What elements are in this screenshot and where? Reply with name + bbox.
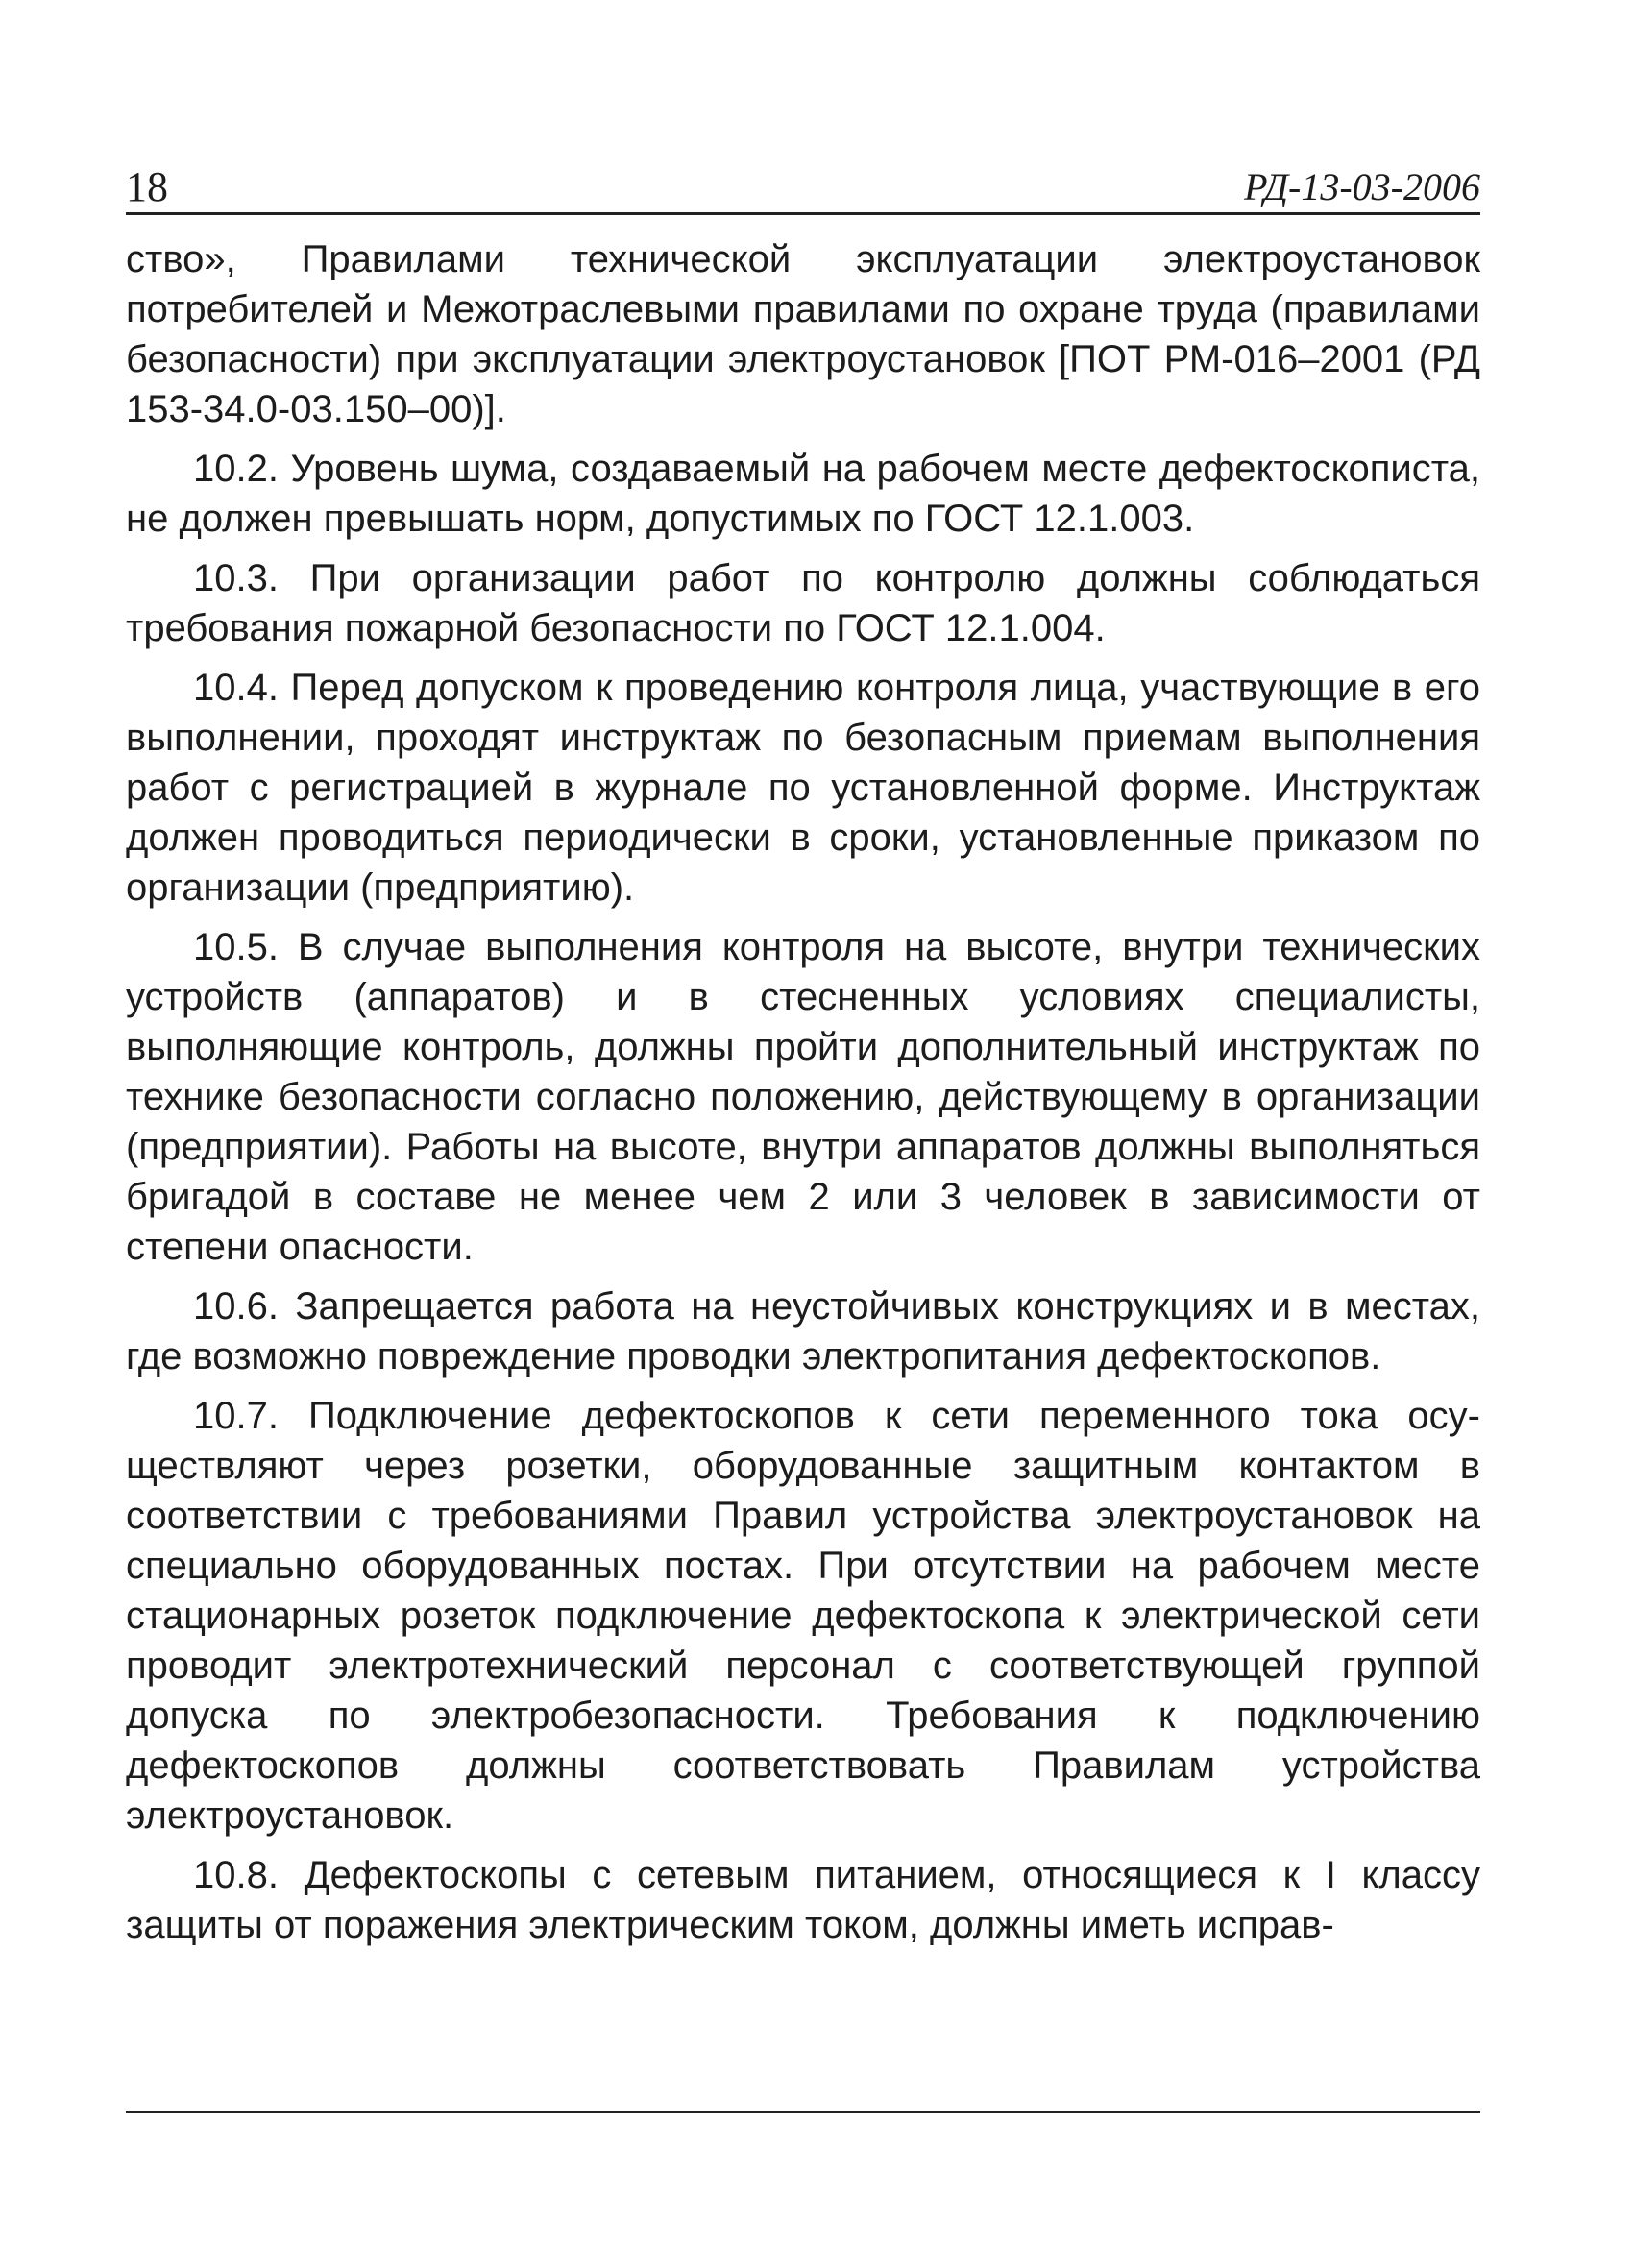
paragraph-10-8: 10.8. Дефектоскопы с сетевым питанием, относящиеся к I классу защиты от поражения электрическим током, должны иметь исправ- [126, 1854, 1480, 1946]
footer-rule [126, 2111, 1480, 2113]
page-number: 18 [126, 163, 168, 210]
paragraph-continuation: ство», Правилами технической эксплуатации электроустановок потребителей и Межотраслевыми правилами по охране труда (правилами безопасности) при эксплуатации электроустановок [ПОТ РМ-016–2001 (РД 153-34.0-03.150–00)]. [126, 238, 1480, 430]
header-rule [126, 212, 1480, 215]
document-code: РД-13-03-2006 [1244, 165, 1480, 208]
paragraph-10-2: 10.2. Уровень шума, создаваемый на рабочем месте дефектоскописта, не должен превышать норм, допустимых по ГОСТ 12.1.003. [126, 448, 1480, 540]
paragraph-10-7: 10.7. Подключение дефектоскопов к сети переменного тока осуществляют через розетки, оборудованные защитным контактом в соответствии с требованиями Правил устройства электроустановок на специально оборудованных постах. При отсутствии на рабочем месте стационарных розеток подключение дефектоскопа к электрической сети проводит электротехнический персонал с соответствующей группой допуска по электробезопасности. Требования к подключению дефектоскопов должны соответствовать Правилам устройства электроустановок. [126, 1395, 1480, 1837]
paragraph-10-5: 10.5. В случае выполнения контроля на высоте, внутри технических устройств (аппаратов) и в стесненных условиях специалисты, выполняющие контроль, должны пройти дополнительный инструктаж по технике безопасности согласно положению, действующему в организации (предприятии). Работы на высоте, внутри аппаратов должны выполняться бригадой в составе не менее чем 2 или 3 человек в зависимости от степени опасности. [126, 926, 1480, 1268]
paragraph-10-3: 10.3. При организации работ по контролю должны соблюдаться требования пожарной безопасности по ГОСТ 12.1.004. [126, 557, 1480, 649]
body-text [126, 234, 1480, 1960]
paragraph-10-4: 10.4. Перед допуском к проведению контроля лица, участвующие в его выполнении, проходят инструктаж по безопасным приемам выполнения работ с регистрацией в журнале по установленной форме. Инструктаж должен проводиться периодически в сроки, установленные приказом по организации (предприятию). [126, 667, 1480, 909]
paragraph-10-6: 10.6. Запрещается работа на неустойчивых конструкциях и в местах, где возможно повреждение проводки электропитания дефектоскопов. [126, 1285, 1480, 1378]
page-header [126, 161, 1480, 215]
